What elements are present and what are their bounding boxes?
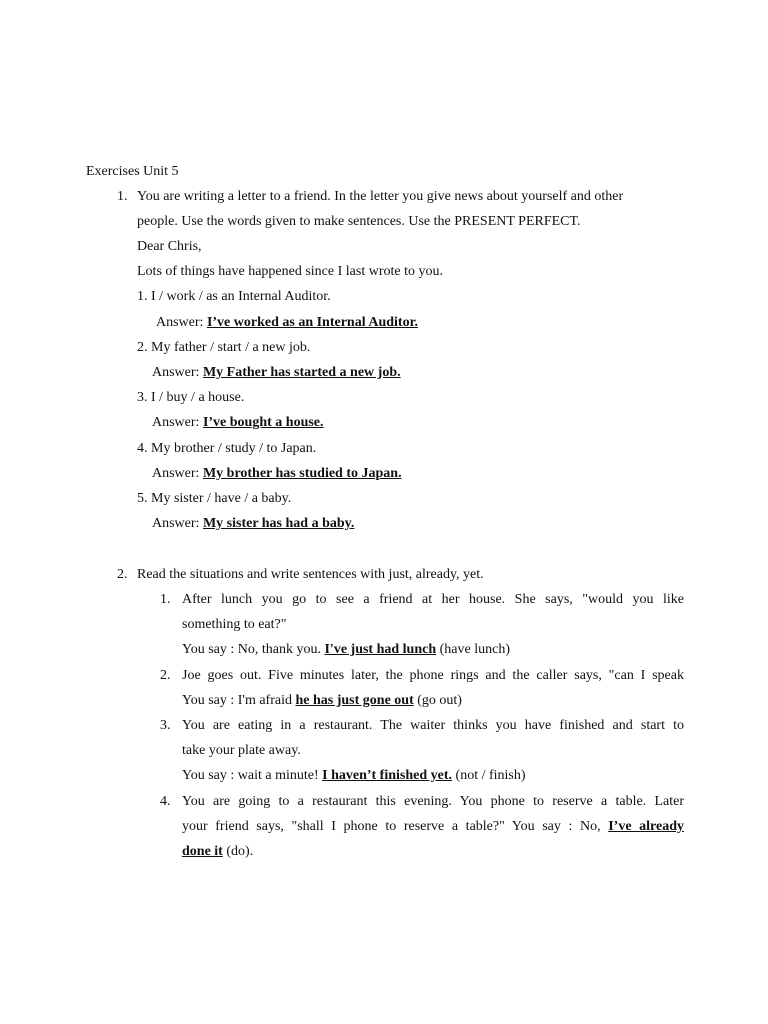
verb-hint: (have lunch): [436, 642, 510, 657]
situation-3-response: [182, 767, 526, 785]
exercise-1-answer-3: I’ve bought a house.: [202, 415, 324, 430]
answer-label: Answer:: [152, 365, 203, 380]
situation-2-line1: Joe goes out. Five minutes later, the phone rings and the caller says, "can I speak: [182, 668, 684, 683]
exercise-1-answer-5: My sister has had a baby.: [202, 516, 355, 531]
exercise-1-answer-row-1: [156, 314, 418, 332]
situation-4-answer-part1: I’ve already: [608, 819, 684, 834]
exercise-1-answer-1: I’ve worked as an Internal Auditor.: [206, 315, 418, 330]
exercise-1-answer-row-4: [152, 465, 402, 483]
verb-hint: (go out): [413, 693, 462, 708]
situation-3-line1: You are eating in a restaurant. The waiter thinks you have finished and start to: [182, 718, 684, 733]
say-prefix: You say : wait a minute!: [182, 768, 323, 783]
exercise-1-prompt-1: 1. I / work / as an Internal Auditor.: [137, 289, 331, 304]
exercise-2-instructions: Read the situations and write sentences with just, already, yet.: [137, 567, 484, 582]
situation-2-answer: he has just gone out: [295, 693, 414, 708]
exercise-1-number: 1.: [117, 189, 128, 204]
situation-4-answer-part2: done it: [182, 844, 223, 859]
situation-1-number: 1.: [160, 592, 171, 607]
verb-hint: (not / finish): [452, 768, 526, 783]
situation-3-line2: take your plate away.: [182, 743, 301, 758]
answer-label: Answer:: [156, 315, 207, 330]
situation-3-number: 3.: [160, 718, 171, 733]
situation-4-response: [182, 843, 253, 861]
exercise-1-instructions-line1: You are writing a letter to a friend. In the letter you give news about yourself and other: [137, 189, 624, 204]
exercise-2-number: 2.: [117, 567, 128, 582]
exercise-1-instructions-line2: people. Use the words given to make sentences. Use the PRESENT PERFECT.: [137, 214, 581, 229]
situation-4-line2-prefix: your friend says, "shall I phone to reserve a table?" You say : No,: [182, 819, 609, 834]
page-title: Exercises Unit 5: [86, 164, 179, 179]
say-prefix: You say : I'm afraid: [182, 693, 296, 708]
situation-4-line1: You are going to a restaurant this evening. You phone to reserve a table. Later: [182, 794, 684, 809]
exercise-1-answer-row-2: [152, 364, 401, 382]
situation-1-line2: something to eat?": [182, 617, 287, 632]
situation-1-response: [182, 641, 510, 659]
situation-2-response: [182, 692, 462, 710]
answer-label: Answer:: [152, 516, 203, 531]
situation-2-number: 2.: [160, 668, 171, 683]
say-prefix: You say : No, thank you.: [182, 642, 325, 657]
situation-3-answer: I haven’t finished yet.: [322, 768, 453, 783]
exercise-1-prompt-5: 5. My sister / have / a baby.: [137, 491, 292, 506]
letter-intro: Lots of things have happened since I last wrote to you.: [137, 264, 443, 279]
exercise-1-prompt-3: 3. I / buy / a house.: [137, 390, 245, 405]
answer-label: Answer:: [152, 415, 203, 430]
situation-4-number: 4.: [160, 794, 171, 809]
situation-1-line1: After lunch you go to see a friend at her house. She says, "would you like: [182, 592, 684, 607]
situation-4-line2: [182, 818, 684, 836]
exercise-1-answer-4: My brother has studied to Japan.: [202, 466, 402, 481]
exercise-1-answer-row-5: [152, 515, 354, 533]
exercise-1-answer-2: My Father has started a new job.: [202, 365, 401, 380]
verb-hint: (do).: [222, 844, 254, 859]
answer-label: Answer:: [152, 466, 203, 481]
exercise-1-prompt-2: 2. My father / start / a new job.: [137, 340, 311, 355]
exercise-1-prompt-4: 4. My brother / study / to Japan.: [137, 441, 317, 456]
exercise-1-answer-row-3: [152, 414, 324, 432]
letter-greeting: Dear Chris,: [137, 239, 202, 254]
situation-1-answer: I've just had lunch: [324, 642, 437, 657]
